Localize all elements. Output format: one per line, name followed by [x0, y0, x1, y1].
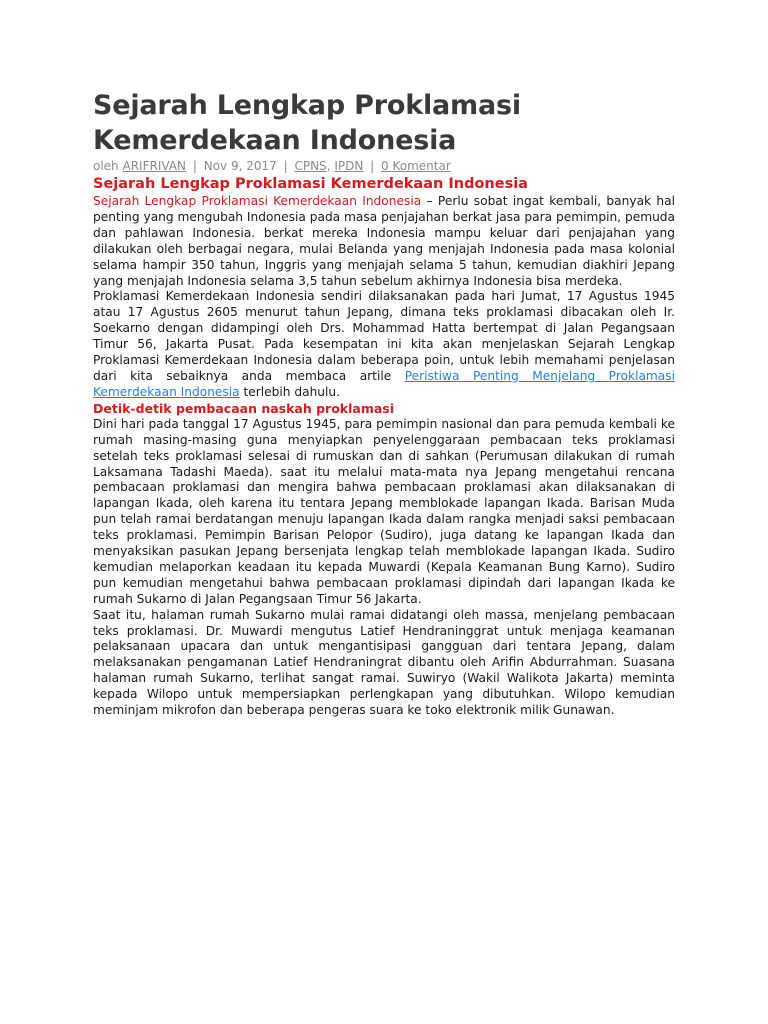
post-date: Nov 9, 2017: [203, 159, 277, 173]
paragraph-crowd: Saat itu, halaman rumah Sukarno mulai ramai didatangi oleh massa, menjelang pembacaan teks proklamasi. Dr. Muwardi mengutus Latief Hendraninggrat untuk menjaga keamanan pelaksanaan upacara dan untuk mengantisipasi gangguan dari tentara Jepang, dalam melaksanakan pengamanan Latief Hendraningrat dibantu oleh Arifin Abdurrahman. Suasana halaman rumah Sukarno, terlihat sangat ramai. Suwiryo (Wakil Walikota Jakarta) meminta kepada Wilopo untuk mempersiapkan perlengkapan yang dibutuhkan. Wilopo kemudian meminjam mikrofon dan beberapa pengeras suara ke toko elektronik milik Gunawan.: [93, 607, 675, 718]
meta-by-label: oleh: [93, 159, 119, 173]
section-heading: Detik-detik pembacaan naskah proklamasi: [93, 400, 395, 416]
article-meta: oleh ARIFRIVAN | Nov 9, 2017 | CPNS, IPDN | 0 Komentar: [93, 159, 451, 173]
intro-lead-text: Sejarah Lengkap Proklamasi Kemerdekaan Indonesia: [93, 194, 422, 208]
paragraph-intro: [93, 194, 675, 289]
related-article-link[interactable]: Peristiwa Penting Menjelang Proklamasi Kemerdekaan Indonesia: [93, 368, 676, 399]
meta-separator: |: [370, 159, 375, 173]
paragraph-dawn: Dini hari pada tanggal 17 Agustus 1945, para pemimpin nasional dan para pemuda kembali ke rumah masing-masing guna menyiapkan penyelenggaraan pembacaan teks proklamasi setelah teks proklamasi selesai di rumuskan dan di sahkan (Perumusan dilakukan di rumah Laksamana Tadashi Maeda). saat itu melalui mata-mata nya Jepang mengetahui rencana pembacaan proklamasi dan mengira bahwa pembacaan proklamasi akan dilaksanakan di lapangan Ikada, oleh karena itu tentara Jepang memblokade lapangan Ikada. Barisan Muda pun telah ramai berdatangan menuju lapangan Ikada dalam rangka menjadi saksi pembacaan teks proklamasi. Pemimpin Barisan Pelopor (Sudiro), juga datang ke lapangan Ikada dan menyaksikan pasukan Jepang bersenjata lengkap telah memblokade lapangan Ikada. Sudiro kemudian melaporkan keadaan itu kepada Muwardi (Kepala Keamanan Bung Karno). Sudiro pun kemudian mengetahui bahwa pembacaan proklamasi dipindah dari lapangan Ikada ke rumah Sukarno di Jalan Pegangsaan Timur 56 Jakarta.: [93, 416, 675, 606]
proclamation-body-text: Proklamasi Kemerdekaan Indonesia sendiri dilaksanakan pada hari Jumat, 17 Agustus 1945 atau 17 Agustus 2605 menurut tahun Jepang, dimana teks proklamasi dibacakan oleh Ir. Soekarno dengan didampingi oleh Drs. Mohammad Hatta bertempat di Jalan Pegangsaan Timur 56, Jakarta Pusat. Pada kesempatan ini kita akan menjelaskan Sejarah Lengkap Proklamasi Kemerdekaan Indonesia dalam beberapa poin, untuk lebih memahami penjelasan dari kita sebaiknya anda membaca artile: [93, 289, 675, 383]
meta-separator: |: [283, 159, 288, 173]
meta-separator: |: [192, 159, 197, 173]
proclamation-tail-text: terlebih dahulu.: [239, 384, 341, 399]
category-link-ipdn[interactable]: IPDN: [334, 159, 364, 173]
article-title: Sejarah Lengkap Proklamasi Kemerdekaan Indonesia: [93, 90, 521, 156]
intro-body-text: – Perlu sobat ingat kembali, banyak hal penting yang mengubah Indonesia pada masa penjajahan berkat jasa para pemimpin, pemuda dan pahlawan Indonesia. berkat mereka Indonesia mampu keluar dari penjajahan yang dilakukan oleh berbagai negara, mulai Belanda yang menjajah Indonesia pada masa kolonial selama hampir 350 tahun, Inggris yang menjajah selama 5 tahun, kemudian diakhiri Jepang yang menjajah Indonesia selama 3,5 tahun sebelum akhirnya Indonesia bisa merdeka.: [93, 194, 675, 288]
comments-link[interactable]: 0 Komentar: [381, 159, 451, 173]
paragraph-proclamation: [93, 289, 675, 400]
category-link-cpns[interactable]: CPNS: [294, 159, 327, 173]
author-link[interactable]: ARIFRIVAN: [122, 159, 186, 173]
article-subtitle: Sejarah Lengkap Proklamasi Kemerdekaan Indonesia: [93, 176, 528, 192]
